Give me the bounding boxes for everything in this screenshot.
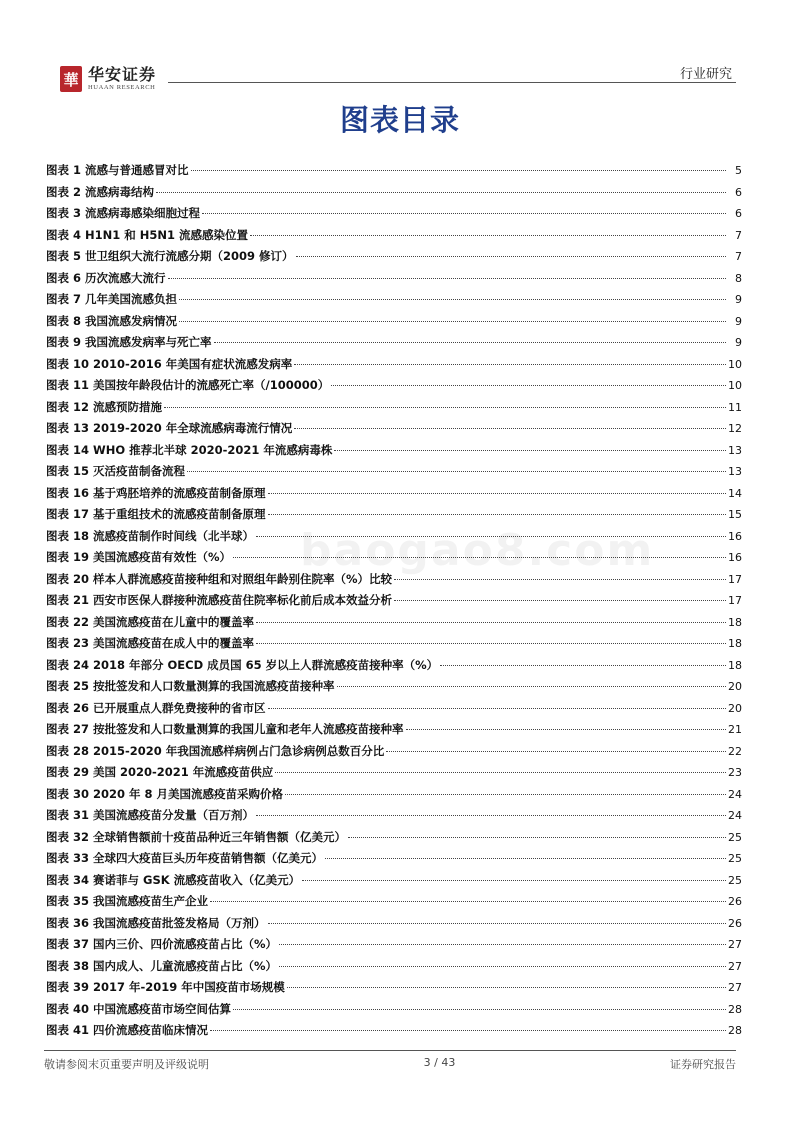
toc-entry[interactable] <box>46 182 742 204</box>
toc-dot-leader <box>210 1030 726 1031</box>
toc-entry-page: 23 <box>728 766 742 779</box>
toc-dot-leader <box>187 471 726 472</box>
toc-dot-leader <box>406 729 726 730</box>
toc-entry-page: 24 <box>728 809 742 822</box>
toc-entry-page: 8 <box>735 271 742 285</box>
toc-dot-leader <box>296 256 726 257</box>
toc-entry-page: 9 <box>735 336 742 349</box>
logo-seal-icon: 華 <box>60 66 82 92</box>
toc-entry-page: 17 <box>728 594 742 607</box>
page-footer <box>44 1050 736 1074</box>
toc-entry[interactable] <box>46 934 742 956</box>
toc-dot-leader <box>348 837 726 838</box>
toc-dot-leader <box>268 514 726 515</box>
toc-entry[interactable] <box>46 268 742 290</box>
toc-entry-title: 流感病毒感染细胞过程 <box>85 206 201 220</box>
watermark: baogao8.com <box>300 525 655 576</box>
toc-dot-leader <box>285 794 726 795</box>
toc-entry[interactable] <box>46 289 742 311</box>
footer-divider <box>44 1050 736 1051</box>
toc-entry-title: 中国流感疫苗市场空间估算 <box>93 1001 232 1016</box>
toc-entry[interactable] <box>46 698 742 720</box>
toc-entry[interactable] <box>46 160 742 182</box>
toc-entry-label: 图表 32 <box>46 829 90 844</box>
toc-dot-leader <box>202 213 726 214</box>
toc-entry-title: 国内成人、儿童流感疫苗占比（%） <box>93 958 278 973</box>
page-number: 3 / 43 <box>423 1056 456 1069</box>
toc-dot-leader <box>440 665 726 666</box>
toc-entry-label: 图表 8 <box>46 313 82 328</box>
toc-entry[interactable] <box>46 870 742 892</box>
toc-entry-page: 20 <box>728 701 742 715</box>
toc-entry[interactable] <box>46 418 742 440</box>
toc-entry[interactable] <box>46 633 742 655</box>
toc-entry-label: 图表 20 <box>46 571 90 586</box>
toc-entry-page: 6 <box>735 207 742 220</box>
toc-entry-title: 历次流感大流行 <box>85 270 166 285</box>
toc-entry-title: 全球四大疫苗巨头历年疫苗销售额（亿美元） <box>93 851 324 865</box>
toc-dot-leader <box>256 536 726 537</box>
logo-name-cn: 华安证券 <box>88 64 157 84</box>
toc-dot-leader <box>394 600 726 601</box>
toc-dot-leader <box>279 944 726 945</box>
toc-entry-label: 图表 19 <box>46 550 90 564</box>
toc-entry-page: 27 <box>728 959 742 973</box>
toc-entry-label: 图表 24 <box>46 657 90 672</box>
toc-entry-title: 流感病毒结构 <box>85 184 155 199</box>
toc-entry[interactable] <box>46 999 742 1021</box>
toc-entry[interactable] <box>46 569 742 591</box>
toc-entry[interactable] <box>46 246 742 268</box>
table-of-figures <box>46 160 742 1042</box>
toc-entry-label: 图表 5 <box>46 249 82 263</box>
toc-entry-title: 西安市医保人群接种流感疫苗住院率标化前后成本效益分析 <box>93 593 393 607</box>
toc-dot-leader <box>191 170 726 171</box>
toc-entry-label: 图表 1 <box>46 163 82 177</box>
toc-entry[interactable] <box>46 354 742 376</box>
toc-entry-label: 图表 37 <box>46 937 90 951</box>
toc-entry-title: 美国流感疫苗有效性（%） <box>93 550 232 564</box>
toc-entry-page: 14 <box>728 486 742 500</box>
toc-entry-title: 2010-2016 年美国有症状流感发病率 <box>93 356 293 371</box>
toc-entry-title: 美国流感疫苗分发量（百万剂） <box>93 808 255 822</box>
toc-entry-page: 24 <box>728 787 742 801</box>
toc-dot-leader <box>256 815 726 816</box>
toc-entry-label: 图表 18 <box>46 528 90 543</box>
toc-entry-title: 我国流感发病率与死亡率 <box>85 335 212 349</box>
toc-entry-title: 全球销售额前十疫苗品种近三年销售额（亿美元） <box>93 829 347 844</box>
toc-entry-title: 2019-2020 年全球流感病毒流行情况 <box>93 421 293 435</box>
toc-dot-leader <box>331 385 726 386</box>
toc-entry-title: 国内三价、四价流感疫苗占比（%） <box>93 937 278 951</box>
toc-entry-title: 2018 年部分 OECD 成员国 65 岁以上人群流感疫苗接种率（%） <box>93 657 439 672</box>
toc-entry-title: 流感疫苗制作时间线（北半球） <box>93 528 255 543</box>
toc-dot-leader <box>325 858 726 859</box>
toc-entry-title: 流感预防措施 <box>93 399 163 414</box>
toc-entry-title: 我国流感疫苗生产企业 <box>93 894 209 908</box>
toc-entry[interactable] <box>46 805 742 827</box>
footer-disclaimer: 敬请参阅末页重要声明及评级说明 <box>44 1058 209 1071</box>
toc-entry-label: 图表 14 <box>46 442 90 457</box>
toc-entry-title: 基于鸡胚培养的流感疫苗制备原理 <box>93 485 266 500</box>
toc-entry[interactable] <box>46 891 742 913</box>
toc-entry-title: 几年美国流感负担 <box>85 292 178 306</box>
toc-dot-leader <box>287 987 726 988</box>
toc-entry-page: 18 <box>728 615 742 629</box>
toc-dot-leader <box>179 299 726 300</box>
toc-entry-label: 图表 21 <box>46 593 90 607</box>
toc-dot-leader <box>268 708 726 709</box>
toc-entry[interactable] <box>46 440 742 462</box>
toc-entry-label: 图表 30 <box>46 786 90 801</box>
toc-dot-leader <box>279 966 726 967</box>
toc-entry-label: 图表 2 <box>46 184 82 199</box>
toc-entry-title: 2020 年 8 月美国流感疫苗采购价格 <box>93 786 284 801</box>
toc-dot-leader <box>386 751 726 752</box>
toc-entry-title: 美国流感疫苗在成人中的覆盖率 <box>93 636 255 650</box>
toc-entry-title: 2015-2020 年我国流感样病例占门急诊病例总数百分比 <box>93 743 385 758</box>
toc-dot-leader <box>233 1009 726 1010</box>
toc-dot-leader <box>302 880 726 881</box>
toc-entry-page: 18 <box>728 658 742 672</box>
toc-entry-page: 12 <box>728 422 742 435</box>
toc-entry-page: 11 <box>728 400 742 414</box>
toc-entry-page: 26 <box>728 916 742 930</box>
toc-entry[interactable] <box>46 504 742 526</box>
toc-entry-title: 美国流感疫苗在儿童中的覆盖率 <box>93 614 255 629</box>
toc-entry-page: 25 <box>728 873 742 887</box>
toc-dot-leader <box>168 278 726 279</box>
toc-entry-label: 图表 25 <box>46 679 90 693</box>
toc-entry-label: 图表 40 <box>46 1001 90 1016</box>
toc-entry-label: 图表 22 <box>46 614 90 629</box>
toc-entry-page: 28 <box>728 1002 742 1016</box>
toc-entry-page: 10 <box>728 379 742 392</box>
toc-entry-label: 图表 26 <box>46 700 90 715</box>
toc-entry-page: 10 <box>728 357 742 371</box>
toc-entry[interactable] <box>46 311 742 333</box>
toc-entry-page: 7 <box>735 228 742 242</box>
toc-entry[interactable] <box>46 203 742 225</box>
toc-entry-title: 按批签发和人口数量测算的我国儿童和老年人流感疫苗接种率 <box>93 722 404 736</box>
toc-entry-title: 已开展重点人群免费接种的省市区 <box>93 700 266 715</box>
toc-entry-title: 四价流感疫苗临床情况 <box>93 1023 209 1037</box>
toc-entry-label: 图表 27 <box>46 722 90 736</box>
toc-entry-label: 图表 39 <box>46 980 90 994</box>
toc-dot-leader <box>294 364 726 365</box>
toc-dot-leader <box>210 901 726 902</box>
toc-entry-label: 图表 23 <box>46 636 90 650</box>
toc-entry-label: 图表 41 <box>46 1023 90 1037</box>
toc-dot-leader <box>156 192 726 193</box>
toc-dot-leader <box>334 450 726 451</box>
logo-name-en: HUAAN RESEARCH <box>88 83 156 91</box>
toc-entry-label: 图表 17 <box>46 507 90 521</box>
toc-entry-title: 世卫组织大流行流感分期（2009 修订） <box>85 249 294 263</box>
toc-entry-title: 2017 年-2019 年中国疫苗市场规模 <box>93 980 285 994</box>
company-logo <box>60 66 156 92</box>
toc-entry-page: 27 <box>728 981 742 994</box>
toc-entry-label: 图表 9 <box>46 335 82 349</box>
toc-entry-label: 图表 15 <box>46 464 90 478</box>
toc-entry-page: 25 <box>728 852 742 865</box>
toc-entry[interactable] <box>46 762 742 784</box>
toc-entry-page: 26 <box>728 895 742 908</box>
toc-dot-leader <box>268 923 726 924</box>
toc-entry-label: 图表 7 <box>46 292 82 306</box>
toc-entry-page: 7 <box>735 250 742 263</box>
toc-entry-page: 21 <box>728 723 742 736</box>
toc-entry-page: 27 <box>728 938 742 951</box>
toc-dot-leader <box>214 342 726 343</box>
toc-entry-label: 图表 29 <box>46 765 90 779</box>
toc-entry-page: 9 <box>735 314 742 328</box>
toc-entry[interactable] <box>46 784 742 806</box>
toc-entry-label: 图表 6 <box>46 270 82 285</box>
toc-entry-page: 22 <box>728 744 742 758</box>
toc-entry-label: 图表 28 <box>46 743 90 758</box>
toc-entry-title: 灭活疫苗制备流程 <box>93 464 186 478</box>
toc-entry-page: 25 <box>728 830 742 844</box>
toc-entry-page: 15 <box>728 508 742 521</box>
toc-entry-page: 16 <box>728 551 742 564</box>
toc-entry-title: 我国流感疫苗批签发格局（万剂） <box>93 915 266 930</box>
page-header <box>60 58 736 98</box>
toc-entry-label: 图表 11 <box>46 378 90 392</box>
toc-entry-title: 样本人群流感疫苗接种组和对照组年龄别住院率（%）比较 <box>93 571 393 586</box>
toc-entry[interactable] <box>46 827 742 849</box>
toc-entry-label: 图表 4 <box>46 227 82 242</box>
toc-entry[interactable] <box>46 1020 742 1042</box>
toc-entry[interactable] <box>46 526 742 548</box>
toc-entry-label: 图表 13 <box>46 421 90 435</box>
toc-entry-page: 18 <box>728 637 742 650</box>
header-divider <box>168 82 736 83</box>
toc-entry[interactable] <box>46 741 742 763</box>
toc-dot-leader <box>164 407 726 408</box>
toc-entry[interactable] <box>46 483 742 505</box>
toc-entry-title: 美国 2020-2021 年流感疫苗供应 <box>93 765 274 779</box>
toc-entry-label: 图表 12 <box>46 399 90 414</box>
toc-entry-label: 图表 3 <box>46 206 82 220</box>
page-title: 图表目录 <box>339 103 460 137</box>
toc-entry-page: 9 <box>735 293 742 306</box>
toc-entry[interactable] <box>46 977 742 999</box>
toc-entry[interactable] <box>46 655 742 677</box>
toc-entry-label: 图表 16 <box>46 485 90 500</box>
toc-dot-leader <box>179 321 726 322</box>
toc-entry-label: 图表 31 <box>46 808 90 822</box>
toc-entry-title: 按批签发和人口数量测算的我国流感疫苗接种率 <box>93 679 335 693</box>
toc-entry-label: 图表 36 <box>46 915 90 930</box>
report-type: 证券研究报告 <box>669 1058 736 1071</box>
toc-dot-leader <box>275 772 726 773</box>
toc-entry-page: 6 <box>735 185 742 199</box>
toc-dot-leader <box>250 235 726 236</box>
toc-dot-leader <box>394 579 726 580</box>
toc-entry-label: 图表 34 <box>46 872 90 887</box>
toc-entry-label: 图表 38 <box>46 958 90 973</box>
toc-entry-page: 17 <box>728 572 742 586</box>
toc-entry[interactable] <box>46 461 742 483</box>
toc-entry[interactable] <box>46 956 742 978</box>
toc-entry-page: 13 <box>728 465 742 478</box>
toc-dot-leader <box>256 643 726 644</box>
toc-entry-title: WHO 推荐北半球 2020-2021 年流感病毒株 <box>93 442 333 457</box>
report-section-label: 行业研究 <box>679 67 732 82</box>
toc-entry-page: 28 <box>728 1024 742 1037</box>
toc-entry-label: 图表 10 <box>46 356 90 371</box>
toc-entry[interactable] <box>46 397 742 419</box>
toc-entry[interactable] <box>46 719 742 741</box>
toc-entry[interactable] <box>46 848 742 870</box>
toc-entry-title: 我国流感发病情况 <box>85 313 178 328</box>
toc-dot-leader <box>294 428 726 429</box>
toc-dot-leader <box>268 493 726 494</box>
toc-entry-label: 图表 35 <box>46 894 90 908</box>
toc-entry-title: 美国按年龄段估计的流感死亡率（/100000） <box>93 378 330 392</box>
toc-entry[interactable] <box>46 225 742 247</box>
toc-entry-label: 图表 33 <box>46 851 90 865</box>
toc-entry[interactable] <box>46 547 742 569</box>
toc-entry-page: 5 <box>735 164 742 177</box>
toc-dot-leader <box>256 622 726 623</box>
toc-entry-title: H1N1 和 H5N1 流感感染位置 <box>85 227 249 242</box>
toc-entry-title: 流感与普通感冒对比 <box>85 163 189 177</box>
toc-entry[interactable] <box>46 676 742 698</box>
toc-dot-leader <box>337 686 726 687</box>
toc-entry[interactable] <box>46 590 742 612</box>
toc-entry[interactable] <box>46 612 742 634</box>
toc-entry-title: 赛诺菲与 GSK 流感疫苗收入（亿美元） <box>93 872 301 887</box>
toc-entry-page: 16 <box>728 529 742 543</box>
toc-entry-title: 基于重组技术的流感疫苗制备原理 <box>93 507 266 521</box>
toc-entry[interactable] <box>46 375 742 397</box>
toc-entry-page: 20 <box>728 680 742 693</box>
toc-entry[interactable] <box>46 332 742 354</box>
toc-entry-page: 13 <box>728 443 742 457</box>
toc-dot-leader <box>233 557 726 558</box>
toc-entry[interactable] <box>46 913 742 935</box>
